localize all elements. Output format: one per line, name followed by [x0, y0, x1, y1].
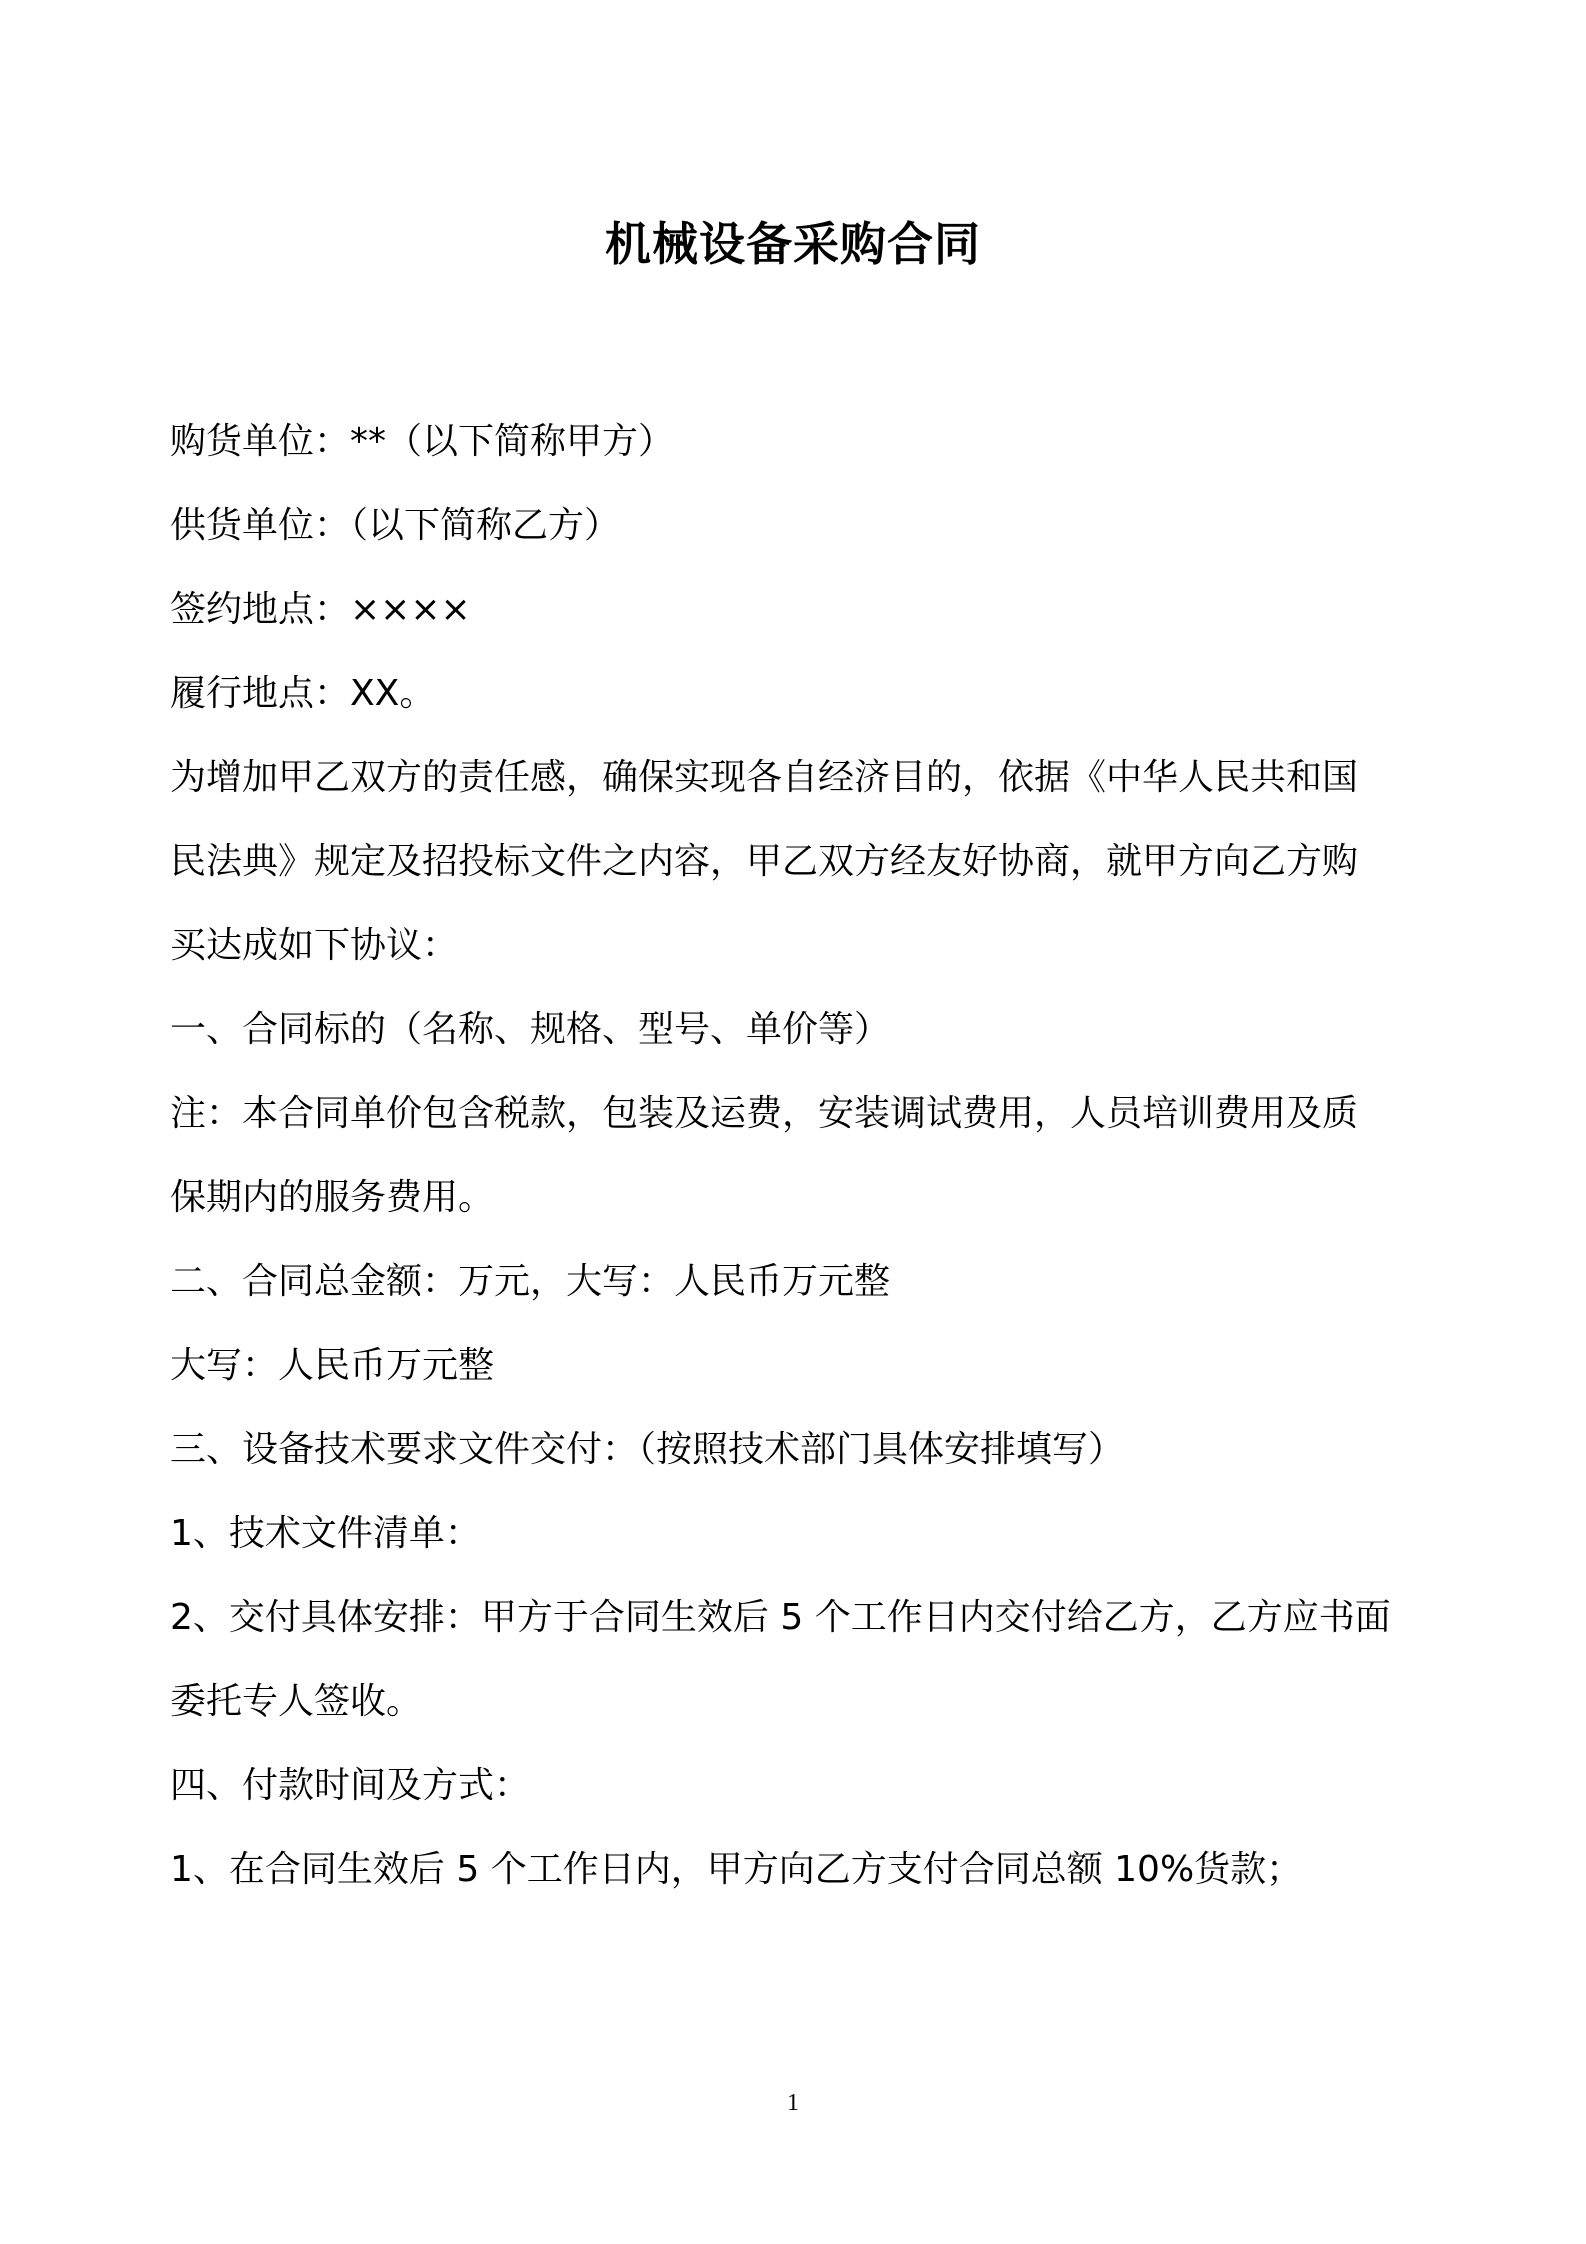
payment-term-1-line: 1、在合同生效后 5 个工作日内，甲方向乙方支付合同总额 10%货款；: [170, 1849, 1303, 1890]
preamble-line-2: 民法典》规定及招投标文件之内容，甲乙双方经友好协商，就甲方向乙方购: [170, 841, 1359, 882]
page-number: 1: [787, 2090, 799, 2116]
section-3-heading: 三、设备技术要求文件交付：（按照技术部门具体安排填写）: [170, 1429, 1125, 1470]
document-title: 机械设备采购合同: [605, 217, 981, 271]
note-line-2: 保期内的服务费用。: [170, 1177, 495, 1218]
performance-place-line: 履行地点：XX。: [170, 673, 436, 714]
preamble-line-3: 买达成如下协议：: [170, 925, 459, 966]
section-4-heading: 四、付款时间及方式：: [170, 1765, 531, 1806]
signing-place-line: 签约地点：××××: [170, 589, 471, 630]
purchaser-line: 购货单位：**（以下简称甲方）: [170, 421, 675, 462]
document-body: [170, 400, 1440, 1912]
delivery-arrangement-line-1: 2、交付具体安排：甲方于合同生效后 5 个工作日内交付给乙方，乙方应书面: [170, 1597, 1391, 1638]
tech-docs-list-line: 1、技术文件清单：: [170, 1513, 481, 1554]
delivery-arrangement-line-2: 委托专人签收。: [170, 1681, 423, 1722]
section-1-heading: 一、合同标的（名称、规格、型号、单价等）: [170, 1009, 891, 1050]
note-line-1: 注：本合同单价包含税款，包装及运费，安装调试费用，人员培训费用及质: [170, 1093, 1359, 1134]
supplier-line: 供货单位：（以下简称乙方）: [170, 505, 621, 546]
amount-in-words-line: 大写：人民币万元整: [170, 1345, 495, 1386]
preamble-line-1: 为增加甲乙双方的责任感，确保实现各自经济目的，依据《中华人民共和国: [170, 757, 1359, 798]
section-2-heading: 二、合同总金额：万元，大写：人民币万元整: [170, 1261, 891, 1302]
